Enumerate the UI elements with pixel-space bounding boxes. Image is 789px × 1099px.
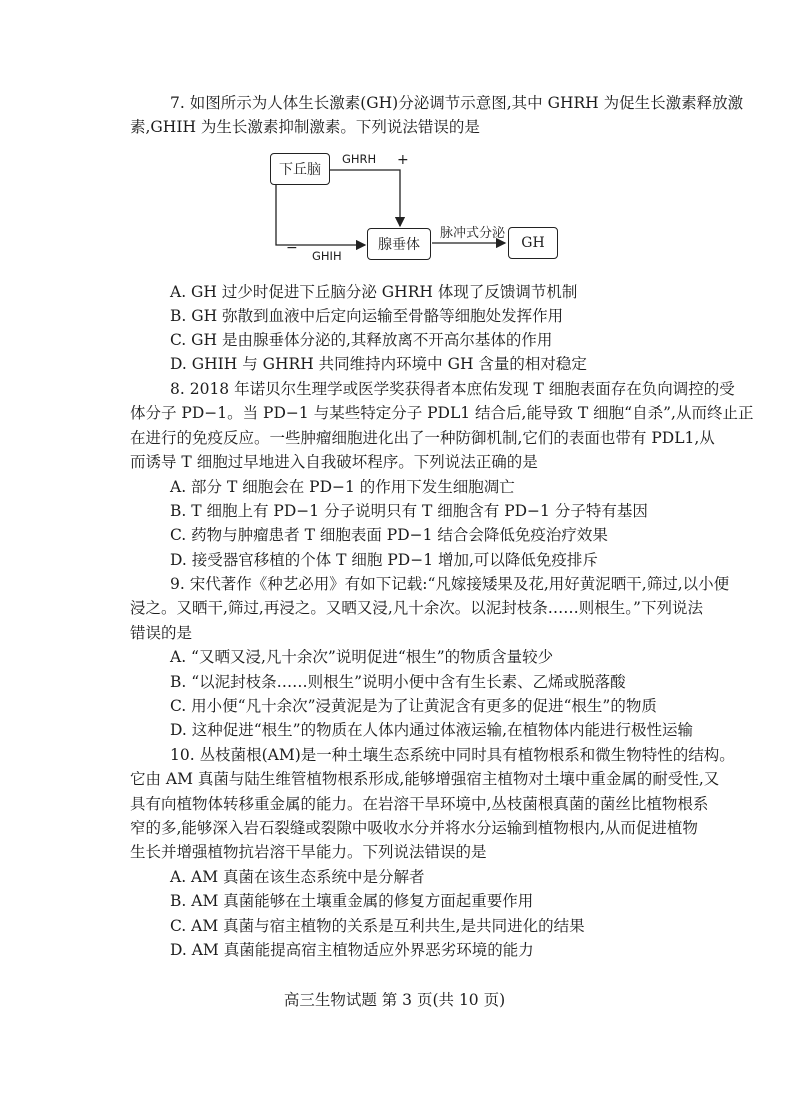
q9-stem-line-3: 错误的是 — [130, 624, 193, 642]
q9-stem-line-2: 浸之。又晒干,筛过,再浸之。又晒又浸,凡十余次。以泥封枝条……则根生。”下列说法 — [130, 599, 703, 617]
q9-option-c: C. 用小便“凡十余次”浸黄泥是为了让黄泥含有更多的促进“根生”的物质 — [170, 697, 657, 715]
ghrh-arrow — [330, 170, 400, 226]
q10-stem-line-3: 具有向植物体转移重金属的能力。在岩溶干旱环境中,丛枝菌根真菌的菌丝比植物根系 — [130, 795, 709, 813]
q8-stem-line-4: 而诱导 T 细胞过早地进入自我破坏程序。下列说法正确的是 — [130, 453, 538, 471]
pituitary-box: 腺垂体 — [367, 228, 431, 260]
hypothalamus-box: 下丘脑 — [270, 153, 330, 185]
q10-stem-line-2: 它由 AM 真菌与陆生维管植物根系形成,能够增强宿主植物对土壤中重金属的耐受性,又 — [130, 770, 720, 788]
q10-option-a: A. AM 真菌在该生态系统中是分解者 — [170, 868, 425, 886]
q8-option-d: D. 接受器官移植的个体 T 细胞 PD−1 增加,可以降低免疫排斥 — [170, 551, 598, 569]
q8-stem-line-1: 8. 2018 年诺贝尔生理学或医学奖获得者本庶佑发现 T 细胞表面存在负向调控的受 — [170, 380, 735, 398]
q8-option-b: B. T 细胞上有 PD−1 分子说明只有 T 细胞含有 PD−1 分子特有基因 — [170, 502, 648, 520]
pulse-secretion-label: 脉冲式分泌 — [440, 226, 506, 241]
q7-option-d: D. GHIH 与 GHRH 共同维持内环境中 GH 含量的相对稳定 — [170, 355, 587, 373]
q10-option-c: C. AM 真菌与宿主植物的关系是互利共生,是共同进化的结果 — [170, 917, 585, 935]
gh-box: GH — [508, 227, 558, 259]
q9-stem-line-1: 9. 宋代著作《种艺必用》有如下记载:“凡嫁接矮果及花,用好黄泥晒干,筛过,以小便 — [170, 575, 730, 593]
q7-option-c: C. GH 是由腺垂体分泌的,其释放离不开高尔基体的作用 — [170, 331, 553, 349]
page-footer: 高三生物试题 第 3 页(共 10 页) — [283, 991, 506, 1009]
ghih-label: GHIH — [312, 249, 342, 263]
q8-option-c: C. 药物与肿瘤患者 T 细胞表面 PD−1 结合会降低免疫治疗效果 — [170, 526, 608, 544]
gh-regulation-diagram — [260, 148, 570, 268]
q7-stem-line-2: 素,GHIH 为生长激素抑制激素。下列说法错误的是 — [130, 118, 480, 136]
q9-option-a: A. “又晒又浸,凡十余次”说明促进“根生”的物质含量较少 — [170, 648, 554, 666]
q7-option-a: A. GH 过少时促进下丘脑分泌 GHRH 体现了反馈调节机制 — [170, 283, 578, 301]
q9-option-b: B. “以泥封枝条……则根生”说明小便中含有生长素、乙烯或脱落酸 — [170, 673, 626, 691]
q10-stem-line-5: 生长并增强植物抗岩溶干旱能力。下列说法错误的是 — [130, 843, 487, 861]
q10-stem-line-4: 窄的多,能够深入岩石裂缝或裂隙中吸收水分并将水分运输到植物根内,从而促进植物 — [130, 819, 698, 837]
q7-stem-line-1: 7. 如图所示为人体生长激素(GH)分泌调节示意图,其中 GHRH 为促生长激素释放激 — [170, 94, 744, 112]
ghih-arrow — [276, 183, 365, 245]
q10-option-d: D. AM 真菌能提高宿主植物适应外界恶劣环境的能力 — [170, 941, 534, 959]
q8-stem-line-2: 体分子 PD−1。当 PD−1 与某些特定分子 PDL1 结合后,能导致 T 细胞“自杀”,从而终止正 — [130, 404, 754, 422]
q10-stem-line-1: 10. 丛枝菌根(AM)是一种土壤生态系统中同时具有植物根系和微生物特性的结构。 — [170, 746, 735, 764]
ghrh-label: GHRH — [342, 152, 377, 166]
q9-option-d: D. 这种促进“根生”的物质在人体内通过体液运输,在植物体内能进行极性运输 — [170, 721, 694, 739]
q10-option-b: B. AM 真菌能够在土壤重金属的修复方面起重要作用 — [170, 892, 534, 910]
minus-sign: − — [286, 240, 298, 256]
q7-option-b: B. GH 弥散到血液中后定向运输至骨骼等细胞处发挥作用 — [170, 307, 564, 325]
q8-option-a: A. 部分 T 细胞会在 PD−1 的作用下发生细胞凋亡 — [170, 478, 515, 496]
q8-stem-line-3: 在进行的免疫反应。一些肿瘤细胞进化出了一种防御机制,它们的表面也带有 PDL1,从 — [130, 429, 715, 447]
plus-sign: + — [397, 152, 409, 168]
